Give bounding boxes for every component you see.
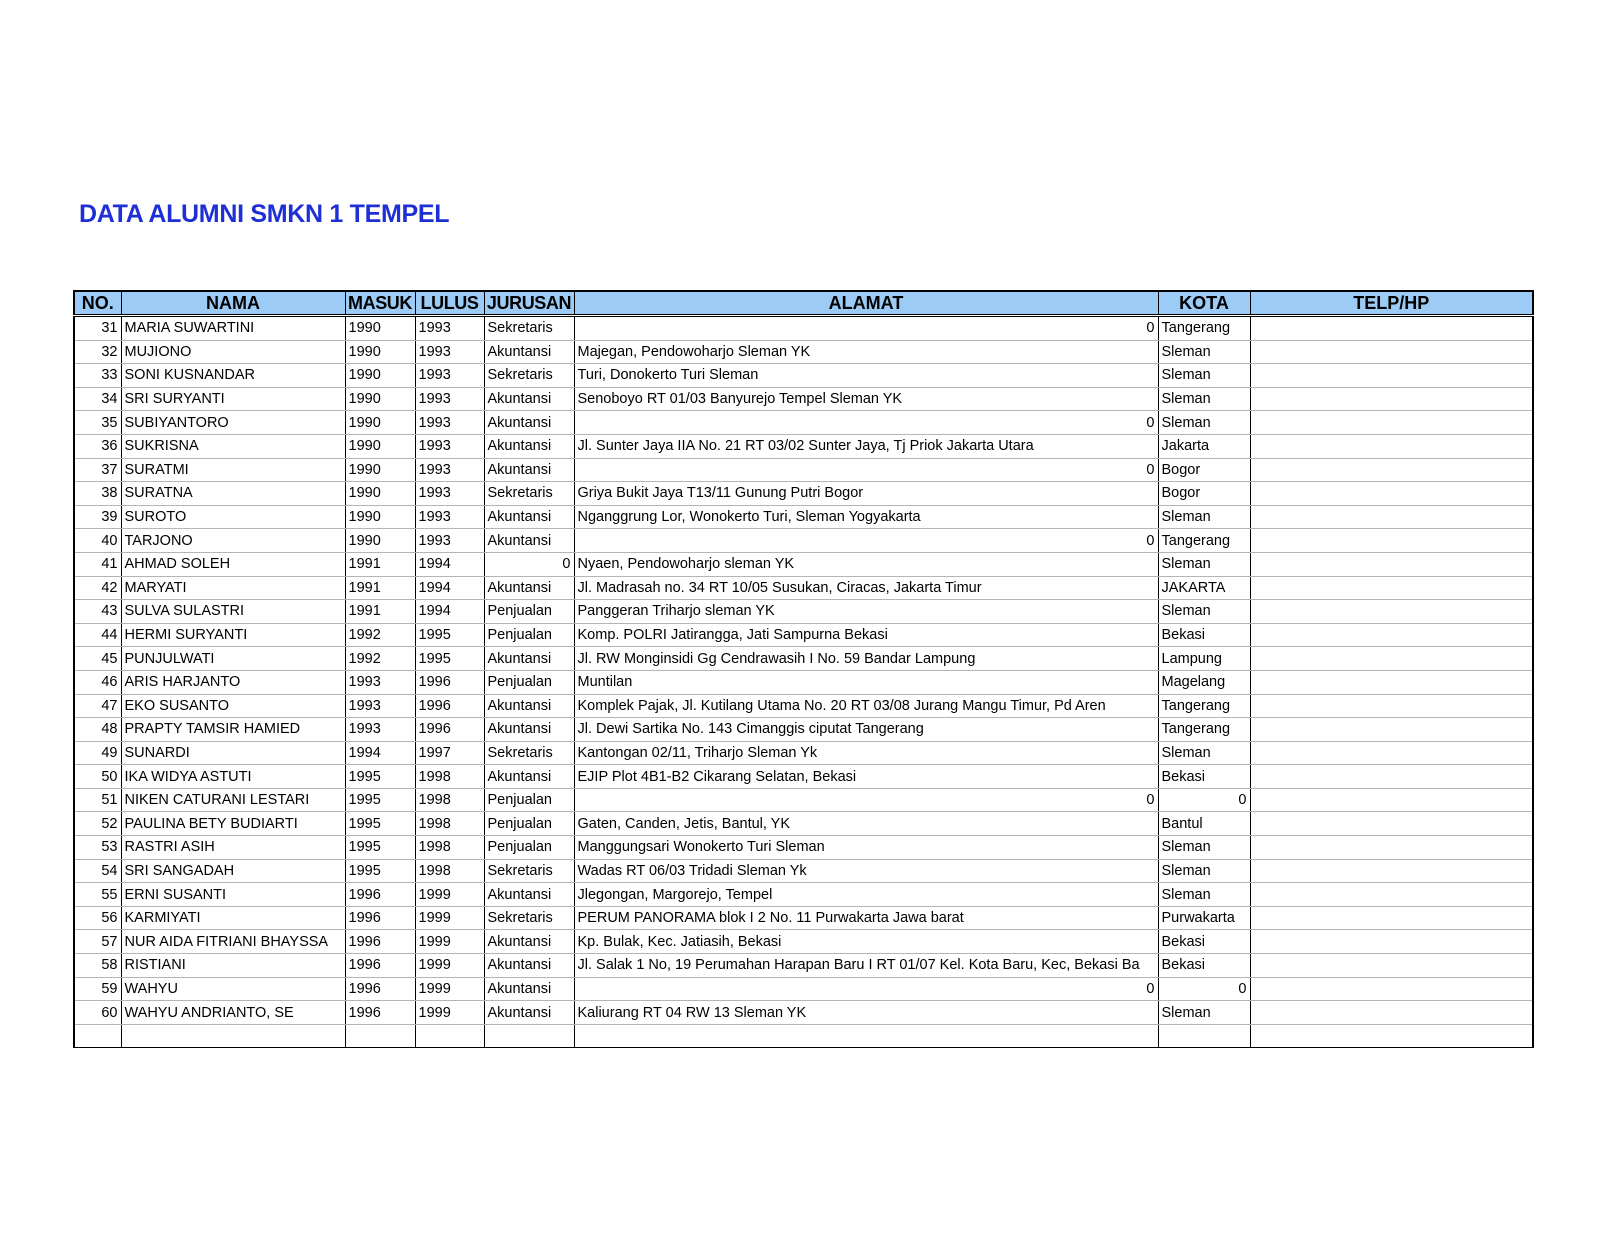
cell-lulus: 1994	[415, 576, 484, 600]
cell-telp	[1250, 1001, 1533, 1025]
cell-kota: Sleman	[1158, 411, 1250, 435]
cell-lulus: 1999	[415, 1001, 484, 1025]
table-row	[74, 623, 1533, 647]
cell-alamat: EJIP Plot 4B1-B2 Cikarang Selatan, Bekasi	[574, 765, 1158, 789]
cell-kota: Tangerang	[1158, 316, 1250, 341]
cell-no: 55	[74, 883, 121, 907]
cell-jurusan: Akuntansi	[484, 434, 574, 458]
cell-telp	[1250, 930, 1533, 954]
cell-no: 58	[74, 954, 121, 978]
cell-alamat: Wadas RT 06/03 Tridadi Sleman Yk	[574, 859, 1158, 883]
cell-masuk: 1996	[345, 930, 415, 954]
cell-alamat: Gaten, Canden, Jetis, Bantul, YK	[574, 812, 1158, 836]
cell-kota: Bekasi	[1158, 765, 1250, 789]
table-row	[74, 977, 1533, 1001]
page-title: DATA ALUMNI SMKN 1 TEMPEL	[79, 200, 450, 228]
cell-telp	[1250, 788, 1533, 812]
cell-jurusan: Penjualan	[484, 788, 574, 812]
cell-jurusan: Akuntansi	[484, 930, 574, 954]
cell-no: 53	[74, 836, 121, 860]
cell-alamat: Manggungsari Wonokerto Turi Sleman	[574, 836, 1158, 860]
cell-telp	[1250, 576, 1533, 600]
cell-nama: SUBIYANTORO	[121, 411, 345, 435]
cell-nama: SRI SANGADAH	[121, 859, 345, 883]
table-row	[74, 1001, 1533, 1025]
cell-nama: SULVA SULASTRI	[121, 600, 345, 624]
cell-kota: Tangerang	[1158, 529, 1250, 553]
cell-telp	[1250, 647, 1533, 671]
table-row	[74, 788, 1533, 812]
cell-lulus: 1996	[415, 694, 484, 718]
cell-kota: Sleman	[1158, 340, 1250, 364]
table-row	[74, 670, 1533, 694]
cell-nama: NIKEN CATURANI LESTARI	[121, 788, 345, 812]
cell-alamat: Kantongan 02/11, Triharjo Sleman Yk	[574, 741, 1158, 765]
cell-lulus: 1994	[415, 552, 484, 576]
cell-alamat	[574, 1024, 1158, 1048]
cell-masuk: 1991	[345, 576, 415, 600]
cell-alamat: Senoboyo RT 01/03 Banyurejo Tempel Sleman YK	[574, 387, 1158, 411]
cell-no: 43	[74, 600, 121, 624]
cell-telp	[1250, 859, 1533, 883]
cell-alamat: 0	[574, 977, 1158, 1001]
cell-masuk: 1990	[345, 411, 415, 435]
header-alamat: ALAMAT	[574, 291, 1158, 316]
cell-kota: Purwakarta	[1158, 906, 1250, 930]
cell-no: 39	[74, 505, 121, 529]
cell-jurusan: Akuntansi	[484, 1001, 574, 1025]
header-jurusan: JURUSAN	[484, 291, 574, 316]
cell-nama: SUROTO	[121, 505, 345, 529]
cell-jurusan: Penjualan	[484, 600, 574, 624]
cell-alamat: Muntilan	[574, 670, 1158, 694]
cell-telp	[1250, 529, 1533, 553]
cell-lulus: 1993	[415, 340, 484, 364]
cell-nama: RASTRI ASIH	[121, 836, 345, 860]
cell-jurusan: Akuntansi	[484, 718, 574, 742]
cell-no: 54	[74, 859, 121, 883]
cell-telp	[1250, 741, 1533, 765]
cell-jurusan: Akuntansi	[484, 340, 574, 364]
table-row	[74, 954, 1533, 978]
cell-alamat: Panggeran Triharjo sleman YK	[574, 600, 1158, 624]
header-telp: TELP/HP	[1250, 291, 1533, 316]
cell-alamat: Jl. Sunter Jaya IIA No. 21 RT 03/02 Sunter Jaya, Tj Priok Jakarta Utara	[574, 434, 1158, 458]
cell-nama: PUNJULWATI	[121, 647, 345, 671]
cell-kota: Sleman	[1158, 387, 1250, 411]
cell-lulus: 1993	[415, 387, 484, 411]
cell-nama: KARMIYATI	[121, 906, 345, 930]
cell-masuk: 1994	[345, 741, 415, 765]
table-row	[74, 812, 1533, 836]
cell-lulus: 1999	[415, 954, 484, 978]
cell-masuk: 1995	[345, 788, 415, 812]
cell-lulus	[415, 1024, 484, 1048]
cell-kota: Magelang	[1158, 670, 1250, 694]
cell-alamat: Jl. RW Monginsidi Gg Cendrawasih I No. 59 Bandar Lampung	[574, 647, 1158, 671]
cell-nama: SURATNA	[121, 482, 345, 506]
cell-telp	[1250, 505, 1533, 529]
cell-kota: Sleman	[1158, 505, 1250, 529]
cell-kota: Bogor	[1158, 482, 1250, 506]
cell-telp	[1250, 482, 1533, 506]
cell-no: 37	[74, 458, 121, 482]
cell-masuk: 1995	[345, 859, 415, 883]
table-row	[74, 482, 1533, 506]
cell-nama: HERMI SURYANTI	[121, 623, 345, 647]
cell-no: 45	[74, 647, 121, 671]
cell-kota: Sleman	[1158, 859, 1250, 883]
cell-telp	[1250, 883, 1533, 907]
cell-lulus: 1994	[415, 600, 484, 624]
table-row	[74, 647, 1533, 671]
cell-kota: Sleman	[1158, 552, 1250, 576]
cell-no: 40	[74, 529, 121, 553]
cell-masuk: 1990	[345, 364, 415, 388]
cell-jurusan: 0	[484, 552, 574, 576]
table-row	[74, 552, 1533, 576]
cell-no: 36	[74, 434, 121, 458]
cell-telp	[1250, 836, 1533, 860]
table-row	[74, 434, 1533, 458]
cell-jurusan	[484, 1024, 574, 1048]
table-row	[74, 765, 1533, 789]
cell-telp	[1250, 718, 1533, 742]
cell-no: 48	[74, 718, 121, 742]
cell-jurusan: Penjualan	[484, 812, 574, 836]
table-row	[74, 930, 1533, 954]
cell-no: 49	[74, 741, 121, 765]
cell-alamat: 0	[574, 529, 1158, 553]
cell-telp	[1250, 670, 1533, 694]
cell-no: 34	[74, 387, 121, 411]
alumni-table	[73, 290, 1534, 1048]
table-header-row	[74, 291, 1533, 316]
cell-no: 57	[74, 930, 121, 954]
cell-nama: WAHYU	[121, 977, 345, 1001]
header-masuk: MASUK	[345, 291, 415, 316]
cell-telp	[1250, 364, 1533, 388]
cell-lulus: 1993	[415, 411, 484, 435]
cell-jurusan: Sekretaris	[484, 482, 574, 506]
cell-alamat: Jl. Dewi Sartika No. 143 Cimanggis ciputat Tangerang	[574, 718, 1158, 742]
cell-masuk: 1991	[345, 552, 415, 576]
cell-lulus: 1993	[415, 458, 484, 482]
cell-alamat: Kp. Bulak, Kec. Jatiasih, Bekasi	[574, 930, 1158, 954]
cell-masuk: 1993	[345, 670, 415, 694]
cell-no: 35	[74, 411, 121, 435]
cell-kota: Lampung	[1158, 647, 1250, 671]
header-lulus: LULUS	[415, 291, 484, 316]
table-row	[74, 576, 1533, 600]
cell-nama: EKO SUSANTO	[121, 694, 345, 718]
cell-nama: TARJONO	[121, 529, 345, 553]
table-row	[74, 1024, 1533, 1048]
cell-alamat: Nganggrung Lor, Wonokerto Turi, Sleman Yogyakarta	[574, 505, 1158, 529]
cell-telp	[1250, 1024, 1533, 1048]
cell-masuk: 1990	[345, 340, 415, 364]
cell-jurusan: Akuntansi	[484, 505, 574, 529]
cell-nama: ARIS HARJANTO	[121, 670, 345, 694]
cell-alamat: Komp. POLRI Jatirangga, Jati Sampurna Bekasi	[574, 623, 1158, 647]
cell-kota: Tangerang	[1158, 718, 1250, 742]
table-row	[74, 364, 1533, 388]
table-row	[74, 411, 1533, 435]
cell-masuk: 1996	[345, 1001, 415, 1025]
cell-lulus: 1993	[415, 505, 484, 529]
cell-kota: Tangerang	[1158, 694, 1250, 718]
cell-nama: PAULINA BETY BUDIARTI	[121, 812, 345, 836]
cell-kota: Jakarta	[1158, 434, 1250, 458]
cell-jurusan: Penjualan	[484, 670, 574, 694]
table-row	[74, 340, 1533, 364]
table-row	[74, 718, 1533, 742]
cell-alamat: Nyaen, Pendowoharjo sleman YK	[574, 552, 1158, 576]
table-body	[74, 316, 1533, 1048]
cell-masuk: 1992	[345, 647, 415, 671]
table-row	[74, 883, 1533, 907]
cell-no: 31	[74, 316, 121, 341]
cell-telp	[1250, 552, 1533, 576]
cell-masuk: 1990	[345, 316, 415, 341]
cell-no: 32	[74, 340, 121, 364]
cell-jurusan: Akuntansi	[484, 954, 574, 978]
cell-kota: Bekasi	[1158, 930, 1250, 954]
cell-lulus: 1993	[415, 364, 484, 388]
cell-masuk: 1990	[345, 458, 415, 482]
cell-alamat: Turi, Donokerto Turi Sleman	[574, 364, 1158, 388]
cell-telp	[1250, 694, 1533, 718]
cell-lulus: 1993	[415, 482, 484, 506]
cell-jurusan: Sekretaris	[484, 859, 574, 883]
cell-lulus: 1995	[415, 647, 484, 671]
cell-lulus: 1996	[415, 718, 484, 742]
cell-no: 50	[74, 765, 121, 789]
cell-kota: Sleman	[1158, 364, 1250, 388]
table-row	[74, 529, 1533, 553]
cell-nama	[121, 1024, 345, 1048]
cell-jurusan: Akuntansi	[484, 647, 574, 671]
cell-telp	[1250, 623, 1533, 647]
table-row	[74, 906, 1533, 930]
cell-masuk: 1995	[345, 812, 415, 836]
cell-kota: JAKARTA	[1158, 576, 1250, 600]
cell-lulus: 1998	[415, 765, 484, 789]
cell-no: 44	[74, 623, 121, 647]
cell-kota: Bantul	[1158, 812, 1250, 836]
cell-lulus: 1993	[415, 434, 484, 458]
cell-masuk: 1996	[345, 906, 415, 930]
cell-lulus: 1996	[415, 670, 484, 694]
cell-nama: MUJIONO	[121, 340, 345, 364]
cell-telp	[1250, 812, 1533, 836]
cell-telp	[1250, 600, 1533, 624]
table-row	[74, 741, 1533, 765]
cell-nama: NUR AIDA FITRIANI BHAYSSA	[121, 930, 345, 954]
table-row	[74, 505, 1533, 529]
cell-lulus: 1998	[415, 836, 484, 860]
table-row	[74, 316, 1533, 341]
cell-masuk: 1992	[345, 623, 415, 647]
cell-nama: SUNARDI	[121, 741, 345, 765]
cell-kota: Sleman	[1158, 1001, 1250, 1025]
table-row	[74, 859, 1533, 883]
cell-nama: WAHYU ANDRIANTO, SE	[121, 1001, 345, 1025]
cell-jurusan: Sekretaris	[484, 906, 574, 930]
cell-telp	[1250, 458, 1533, 482]
cell-alamat: Jlegongan, Margorejo, Tempel	[574, 883, 1158, 907]
cell-masuk: 1990	[345, 529, 415, 553]
cell-lulus: 1993	[415, 316, 484, 341]
cell-alamat: 0	[574, 411, 1158, 435]
cell-kota: Bogor	[1158, 458, 1250, 482]
cell-nama: IKA WIDYA ASTUTI	[121, 765, 345, 789]
cell-no: 33	[74, 364, 121, 388]
cell-jurusan: Akuntansi	[484, 411, 574, 435]
cell-nama: MARYATI	[121, 576, 345, 600]
cell-jurusan: Penjualan	[484, 623, 574, 647]
cell-nama: SRI SURYANTI	[121, 387, 345, 411]
cell-alamat: Komplek Pajak, Jl. Kutilang Utama No. 20 RT 03/08 Jurang Mangu Timur, Pd Aren	[574, 694, 1158, 718]
cell-masuk: 1993	[345, 718, 415, 742]
cell-masuk: 1996	[345, 977, 415, 1001]
cell-kota	[1158, 1024, 1250, 1048]
cell-jurusan: Akuntansi	[484, 883, 574, 907]
cell-kota: 0	[1158, 977, 1250, 1001]
cell-jurusan: Akuntansi	[484, 387, 574, 411]
cell-masuk	[345, 1024, 415, 1048]
header-no: NO.	[74, 291, 121, 316]
table-row	[74, 836, 1533, 860]
cell-no: 46	[74, 670, 121, 694]
cell-nama: SUKRISNA	[121, 434, 345, 458]
cell-jurusan: Akuntansi	[484, 977, 574, 1001]
cell-nama: SURATMI	[121, 458, 345, 482]
cell-jurusan: Sekretaris	[484, 741, 574, 765]
cell-lulus: 1998	[415, 788, 484, 812]
table-row	[74, 387, 1533, 411]
cell-masuk: 1990	[345, 434, 415, 458]
cell-lulus: 1999	[415, 977, 484, 1001]
cell-no	[74, 1024, 121, 1048]
cell-jurusan: Akuntansi	[484, 765, 574, 789]
cell-jurusan: Akuntansi	[484, 458, 574, 482]
cell-masuk: 1990	[345, 505, 415, 529]
cell-masuk: 1996	[345, 954, 415, 978]
cell-lulus: 1999	[415, 906, 484, 930]
cell-no: 59	[74, 977, 121, 1001]
cell-nama: RISTIANI	[121, 954, 345, 978]
cell-masuk: 1995	[345, 836, 415, 860]
table-row	[74, 600, 1533, 624]
cell-no: 52	[74, 812, 121, 836]
cell-no: 38	[74, 482, 121, 506]
cell-telp	[1250, 387, 1533, 411]
cell-telp	[1250, 434, 1533, 458]
cell-telp	[1250, 765, 1533, 789]
cell-lulus: 1993	[415, 529, 484, 553]
cell-no: 47	[74, 694, 121, 718]
cell-nama: AHMAD SOLEH	[121, 552, 345, 576]
cell-kota: Sleman	[1158, 883, 1250, 907]
table-row	[74, 458, 1533, 482]
cell-masuk: 1990	[345, 387, 415, 411]
cell-alamat: 0	[574, 788, 1158, 812]
cell-kota: Sleman	[1158, 741, 1250, 765]
table-row	[74, 694, 1533, 718]
cell-no: 60	[74, 1001, 121, 1025]
cell-lulus: 1999	[415, 930, 484, 954]
cell-masuk: 1991	[345, 600, 415, 624]
cell-kota: Bekasi	[1158, 954, 1250, 978]
cell-masuk: 1996	[345, 883, 415, 907]
cell-alamat: 0	[574, 316, 1158, 341]
cell-no: 42	[74, 576, 121, 600]
cell-lulus: 1999	[415, 883, 484, 907]
cell-masuk: 1990	[345, 482, 415, 506]
cell-jurusan: Akuntansi	[484, 529, 574, 553]
cell-nama: PRAPTY TAMSIR HAMIED	[121, 718, 345, 742]
cell-nama: MARIA SUWARTINI	[121, 316, 345, 341]
cell-alamat: Griya Bukit Jaya T13/11 Gunung Putri Bogor	[574, 482, 1158, 506]
cell-alamat: Majegan, Pendowoharjo Sleman YK	[574, 340, 1158, 364]
cell-jurusan: Sekretaris	[484, 364, 574, 388]
cell-telp	[1250, 977, 1533, 1001]
cell-kota: Bekasi	[1158, 623, 1250, 647]
cell-kota: Sleman	[1158, 836, 1250, 860]
cell-nama: SONI KUSNANDAR	[121, 364, 345, 388]
cell-jurusan: Sekretaris	[484, 316, 574, 341]
cell-telp	[1250, 340, 1533, 364]
header-kota: KOTA	[1158, 291, 1250, 316]
cell-telp	[1250, 316, 1533, 341]
cell-kota: 0	[1158, 788, 1250, 812]
cell-nama: ERNI SUSANTI	[121, 883, 345, 907]
cell-no: 51	[74, 788, 121, 812]
header-nama: NAMA	[121, 291, 345, 316]
cell-no: 41	[74, 552, 121, 576]
cell-alamat: 0	[574, 458, 1158, 482]
cell-jurusan: Penjualan	[484, 836, 574, 860]
cell-lulus: 1995	[415, 623, 484, 647]
cell-kota: Sleman	[1158, 600, 1250, 624]
cell-telp	[1250, 954, 1533, 978]
cell-alamat: Jl. Salak 1 No, 19 Perumahan Harapan Baru I RT 01/07 Kel. Kota Baru, Kec, Bekasi Ba	[574, 954, 1158, 978]
cell-lulus: 1997	[415, 741, 484, 765]
cell-jurusan: Akuntansi	[484, 576, 574, 600]
cell-lulus: 1998	[415, 812, 484, 836]
cell-telp	[1250, 906, 1533, 930]
cell-masuk: 1995	[345, 765, 415, 789]
cell-telp	[1250, 411, 1533, 435]
cell-alamat: Jl. Madrasah no. 34 RT 10/05 Susukan, Ciracas, Jakarta Timur	[574, 576, 1158, 600]
cell-alamat: PERUM PANORAMA blok I 2 No. 11 Purwakarta Jawa barat	[574, 906, 1158, 930]
cell-no: 56	[74, 906, 121, 930]
cell-alamat: Kaliurang RT 04 RW 13 Sleman YK	[574, 1001, 1158, 1025]
cell-lulus: 1998	[415, 859, 484, 883]
cell-masuk: 1993	[345, 694, 415, 718]
cell-jurusan: Akuntansi	[484, 694, 574, 718]
